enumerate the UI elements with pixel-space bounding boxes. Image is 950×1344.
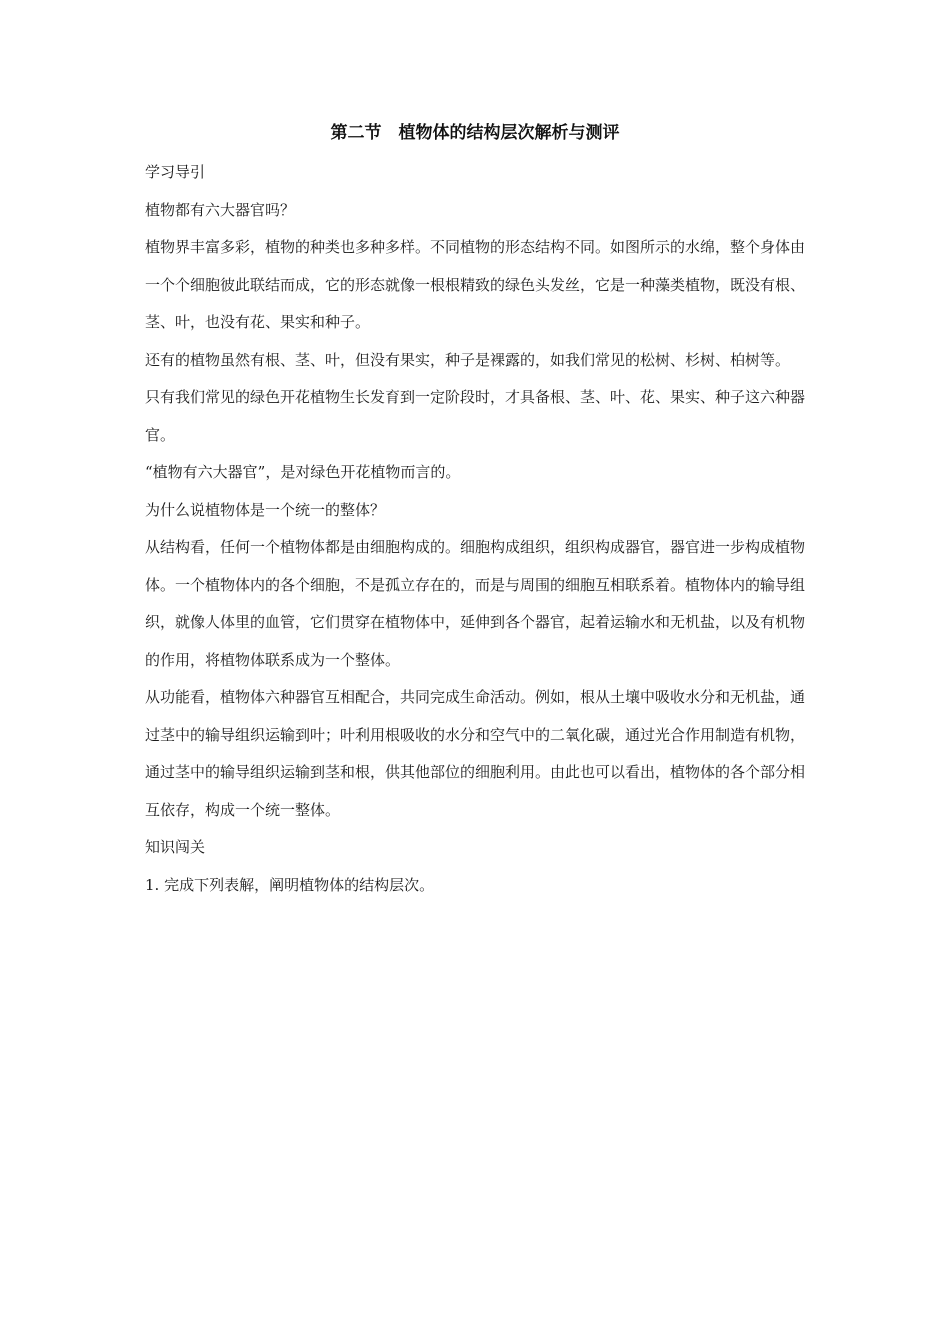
paragraph-gymnosperms: 还有的植物虽然有根、茎、叶，但没有果实，种子是裸露的，如我们常见的松树、杉树、柏树等。: [145, 350, 791, 369]
paragraph-structure-view: 从结构看，任何一个植物体都是由细胞构成的。细胞构成组织，组织构成器官，器官进一步构成植物体。一个植物体内的各个细胞，不是孤立存在的，而是与周围的细胞互相联系着。植物体内的输导组织，就像人体里的血管，它们贯穿在植物体中，延伸到各个器官，起着运输水和无机盐，以及有机物的作用，将植物体联系成为一个整体。: [145, 538, 806, 669]
paragraph-spirogyra: 植物界丰富多彩，植物的种类也多种多样。不同植物的形态结构不同。如图所示的水绵，整个身体由一个个细胞彼此联结而成，它的形态就像一根根精致的绿色头发丝，它是一种藻类植物，既没有根、茎、叶，也没有花、果实和种子。: [145, 238, 806, 331]
question-six-organs: 植物都有六大器官吗？: [145, 200, 296, 219]
question-unified-whole: 为什么说植物体是一个统一的整体？: [145, 500, 386, 519]
section-heading-knowledge-check: 知识闯关: [145, 838, 206, 856]
paragraph-flowering-plants: 只有我们常见的绿色开花植物生长发育到一定阶段时，才具备根、茎、叶、花、果实、种子这六种器官。: [145, 388, 806, 444]
exercise-1: 1. 完成下列表解，阐明植物体的结构层次。: [145, 875, 435, 894]
document-body: [145, 118, 805, 904]
paragraph-six-organs-note: “植物有六大器官”，是对绿色开花植物而言的。: [145, 463, 461, 481]
document-title: 第二节 植物体的结构层次解析与测评: [330, 123, 620, 143]
paragraph-function-view: 从功能看，植物体六种器官互相配合，共同完成生命活动。例如，根从土壤中吸收水分和无机盐，通过茎中的输导组织运输到叶；叶利用根吸收的水分和空气中的二氧化碳，通过光合作用制造有机物，通过茎中的输导组织运输到茎和根，供其他部位的细胞利用。由此也可以看出，植物体的各个部分相互依存，构成一个统一整体。: [145, 688, 806, 819]
section-heading-study-guide: 学习导引: [145, 163, 206, 181]
